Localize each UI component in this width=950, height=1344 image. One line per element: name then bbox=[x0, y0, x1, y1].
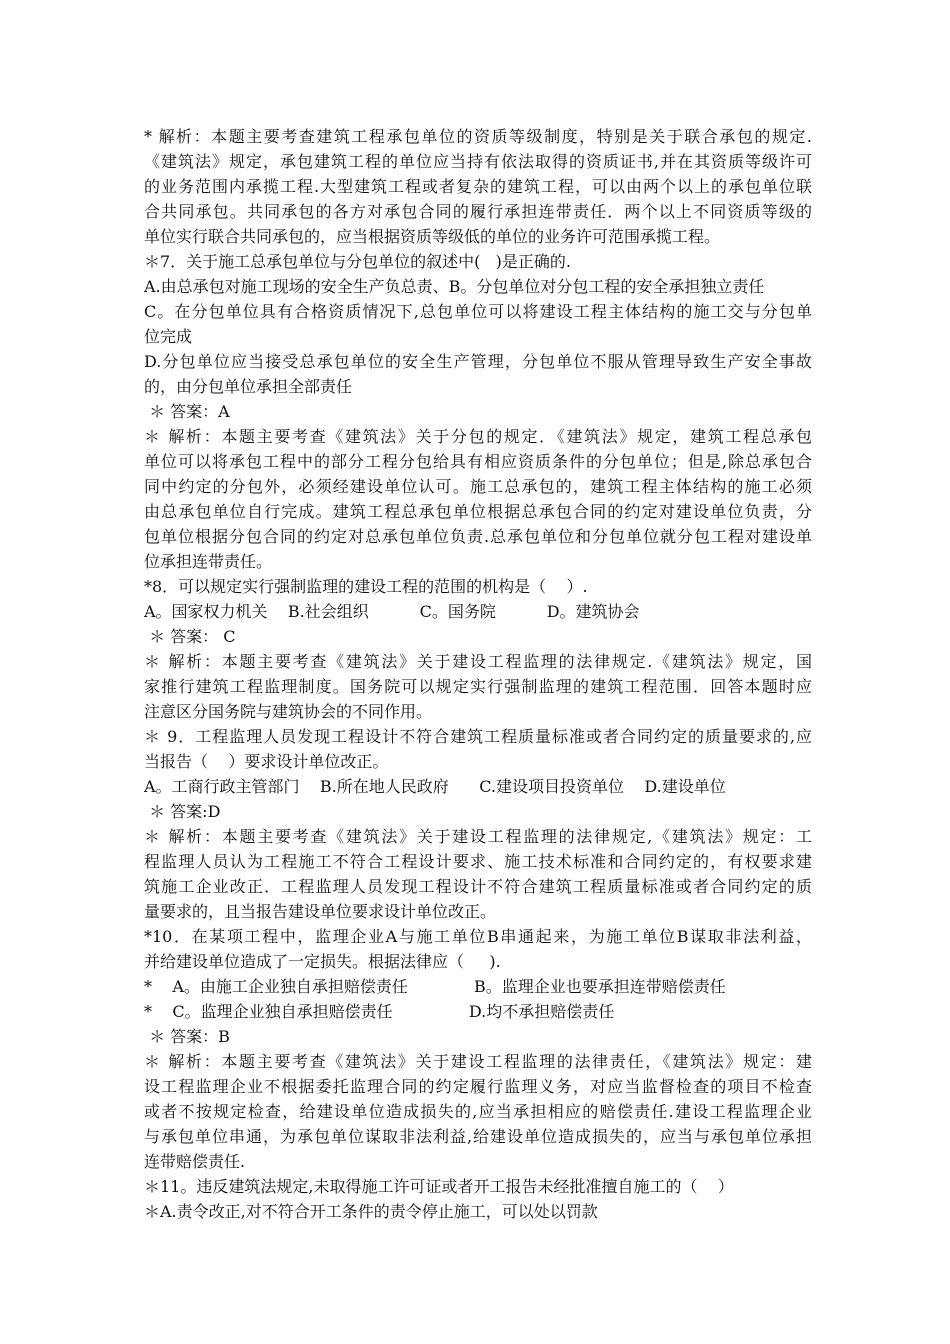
text-line: 合共同承包。共同承包的各方对承包合同的履行承担连带责任．两个以上不同资质等级的 bbox=[144, 202, 812, 221]
text-line: C。在分包单位具有合格资质情况下,总包单位可以将建设工程主体结构的施工交与分包单 bbox=[144, 302, 812, 321]
text-line: 当报告（ ）要求设计单位改正。 bbox=[144, 752, 389, 771]
text-line: 包单位根据分包合同的约定对总承包单位负责.总承包单位和分包单位就分包工程对建设单 bbox=[144, 527, 812, 546]
text-line: ＊ 答案： C bbox=[144, 627, 236, 646]
text-line: 设工程监理企业不根据委托监理合同的约定履行监理义务，对应当监督检查的项目不检查 bbox=[144, 1077, 812, 1096]
text-line: 程监理人员认为工程施工不符合工程设计要求、施工技术标准和合同约定的，有权要求建 bbox=[144, 852, 812, 871]
text-line: * C。监理企业独自承担赔偿责任 D.均不承担赔偿责任 bbox=[144, 1002, 615, 1021]
text-line: 筑施工企业改正．工程监理人员发现工程设计不符合建筑工程质量标准或者合同约定的质 bbox=[144, 877, 812, 896]
text-line: ＊ 答案：A bbox=[144, 402, 230, 421]
text-line: ＊ 解析：本题主要考查《建筑法》关于建设工程监理的法律责任，《建筑法》规定：建 bbox=[144, 1052, 812, 1071]
text-line: 位承担连带责任。 bbox=[144, 552, 273, 571]
text-line: ＊11。违反建筑法规定,未取得施工许可证或者开工报告未经批准擅自施工的（ ） bbox=[144, 1177, 734, 1196]
text-line: 《建筑法》规定，承包建筑工程的单位应当持有依法取得的资质证书,并在其资质等级许可 bbox=[144, 152, 812, 171]
text-line: 同中约定的分包外，必须经建设单位认可。施工总承包的，建筑工程主体结构的施工必须 bbox=[144, 477, 812, 496]
text-line: ＊ 解析：本题主要考查《建筑法》关于建设工程监理的法律规定,《建筑法》规定：工 bbox=[144, 827, 812, 846]
text-line: ＊A.责令改正,对不符合开工条件的责令停止施工，可以处以罚款 bbox=[144, 1202, 598, 1221]
text-line: ＊ 解析：本题主要考查《建筑法》关于分包的规定．《建筑法》规定，建筑工程总承包 bbox=[144, 427, 812, 446]
text-line: ＊ 9．工程监理人员发现工程设计不符合建筑工程质量标准或者合同约定的质量要求的,应 bbox=[144, 727, 812, 746]
text-line: 量要求的，且当报告建设单位要求设计单位改正。 bbox=[144, 902, 497, 921]
text-line: 的，由分包单位承担全部责任 bbox=[144, 377, 353, 396]
text-line: 的业务范围内承揽工程.大型建筑工程或者复杂的建筑工程，可以由两个以上的承包单位联 bbox=[144, 177, 812, 196]
text-line: 并给建设单位造成了一定损失。根据法律应（ ). bbox=[144, 952, 501, 971]
document-page bbox=[144, 124, 812, 1224]
text-line: D.分包单位应当接受总承包单位的安全生产管理，分包单位不服从管理导致生产安全事故 bbox=[144, 352, 812, 371]
text-line: *8．可以规定实行强制监理的建设工程的范围的机构是（ ）. bbox=[144, 577, 588, 596]
text-line: *10．在某项工程中，监理企业A与施工单位B串通起来，为施工单位B谋取非法利益， bbox=[144, 927, 812, 946]
text-line: 单位可以将承包工程中的部分工程分包给具有相应资质条件的分包单位；但是,除总承包合 bbox=[144, 452, 812, 471]
text-line: ＊ 解析：本题主要考查《建筑法》关于建设工程监理的法律规定.《建筑法》规定，国 bbox=[144, 652, 812, 671]
text-line: 与承包单位串通，为承包单位谋取非法利益,给建设单位造成损失的，应当与承包单位承担 bbox=[144, 1127, 812, 1146]
text-line: 位完成 bbox=[144, 327, 193, 346]
text-line: * A。由施工企业独自承担赔偿责任 B。监理企业也要承担连带赔偿责任 bbox=[144, 977, 726, 996]
text-line: 单位实行联合共同承包的，应当根据资质等级低的单位的业务许可范围承揽工程。 bbox=[144, 227, 721, 246]
text-line: A。国家权力机关 B.社会组织 C。国务院 D。建筑协会 bbox=[144, 602, 640, 621]
text-line: ＊ 答案:D bbox=[144, 802, 221, 821]
text-line: A.由总承包对施工现场的安全生产负总责、B。分包单位对分包工程的安全承担独立责任 bbox=[144, 277, 765, 296]
text-line: 连带赔偿责任. bbox=[144, 1152, 246, 1171]
text-line: 由总承包单位自行完成。建筑工程总承包单位根据总承包合同的约定对建设单位负责，分 bbox=[144, 502, 812, 521]
text-line: 家推行建筑工程监理制度。国务院可以规定实行强制监理的建筑工程范围．回答本题时应 bbox=[144, 677, 812, 696]
text-line: ＊7．关于施工总承包单位与分包单位的叙述中( )是正确的. bbox=[144, 252, 572, 271]
text-line: ＊ 答案：B bbox=[144, 1027, 230, 1046]
text-line: 注意区分国务院与建筑协会的不同作用。 bbox=[144, 702, 433, 721]
text-line: A。工商行政主管部门 B.所在地人民政府 C.建设项目投资单位 D.建设单位 bbox=[144, 777, 726, 796]
text-line: 或者不按规定检查，给建设单位造成损失的,应当承担相应的赔偿责任.建设工程监理企业 bbox=[144, 1102, 812, 1121]
text-line: * 解析：本题主要考查建筑工程承包单位的资质等级制度，特别是关于联合承包的规定. bbox=[144, 127, 812, 146]
